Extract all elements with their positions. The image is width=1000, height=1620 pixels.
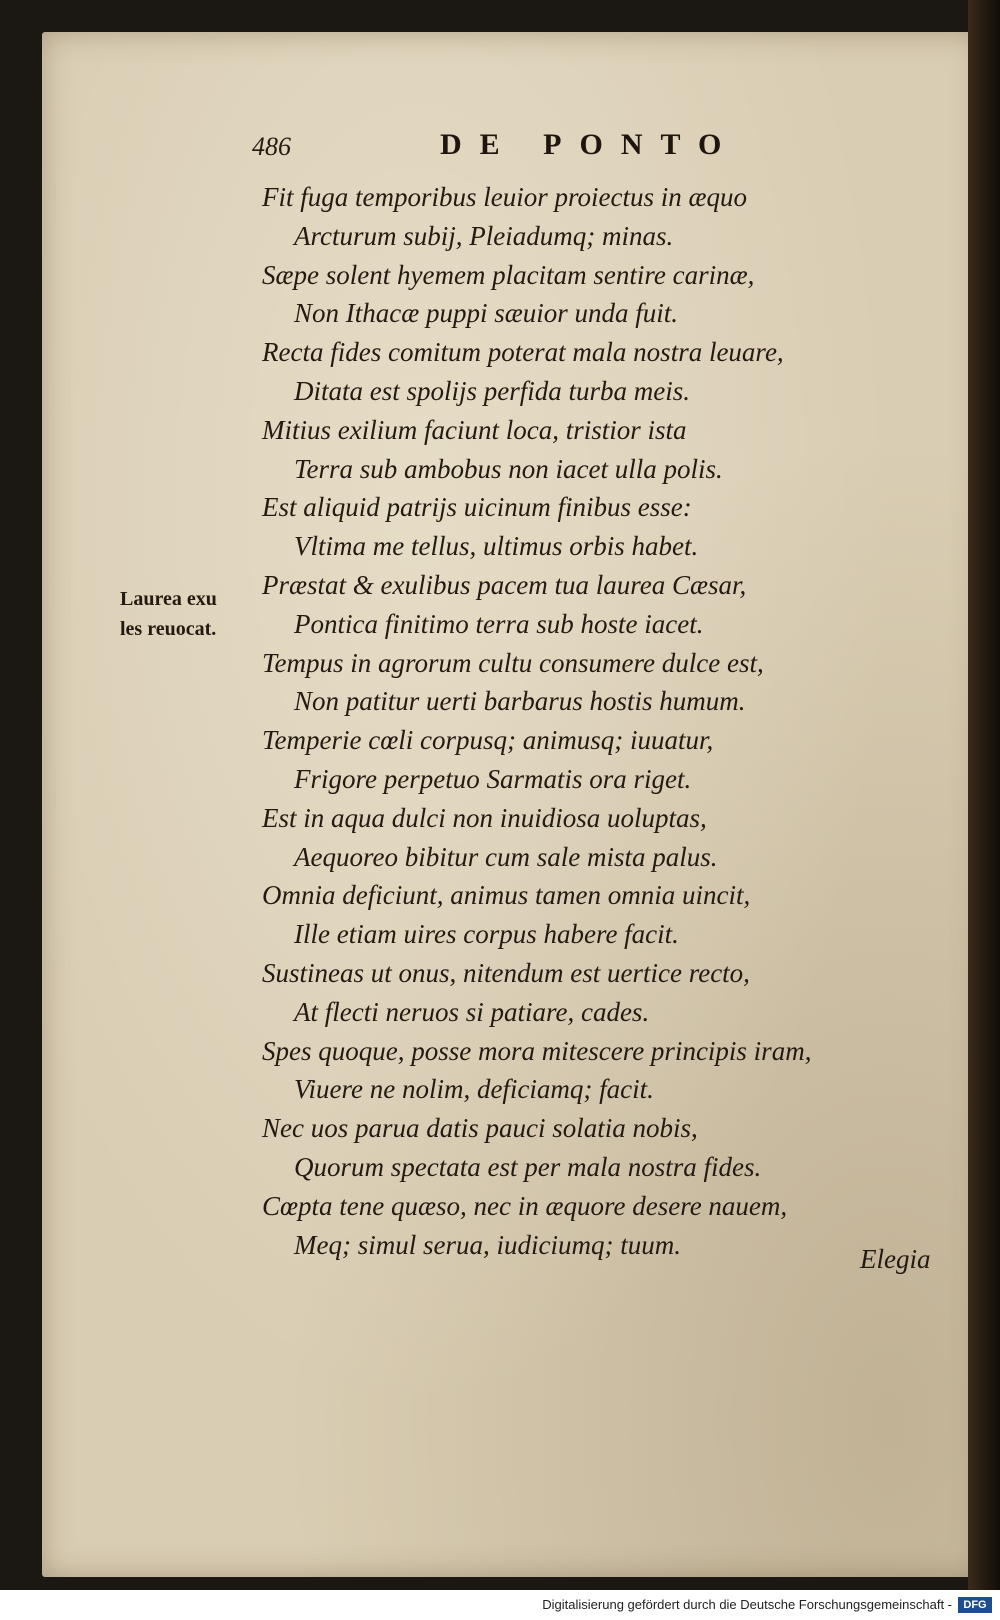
verse-line: Arcturum subij, Pleiadumq; minas. (294, 220, 674, 251)
verse-line: Tempus in agrorum cultu consumere dulce est, (262, 647, 764, 678)
page-header (240, 128, 780, 168)
book-spine (968, 0, 1000, 1620)
verse-line: Meq; simul serua, iudiciumq; tuum. (294, 1229, 681, 1260)
verse-text (262, 178, 862, 1264)
verse-line: Sæpe solent hyemem placitam sentire carinæ, (262, 259, 755, 290)
verse-line: Pontica finitimo terra sub hoste iacet. (294, 608, 704, 639)
verse-line: Est aliquid patrijs uicinum finibus esse: (262, 492, 692, 523)
verse-line: Spes quoque, posse mora mitescere principis iram, (262, 1035, 812, 1066)
margin-note-line: Laurea exu (120, 588, 217, 610)
verse-line: Mitius exilium faciunt loca, tristior ista (262, 414, 687, 445)
verse-line: Est in aqua dulci non inuidiosa uoluptas, (262, 802, 707, 833)
verse-line: Nec uos parua datis pauci solatia nobis, (262, 1113, 698, 1144)
verse-line: Temperie cœli corpusq; animusq; iuuatur, (262, 725, 714, 756)
footer-bar (0, 1590, 1000, 1620)
verse-line: Recta fides comitum poterat mala nostra leuare, (262, 337, 784, 368)
verse-line: Ille etiam uires corpus habere facit. (294, 919, 679, 950)
dfg-logo: DFG (958, 1597, 992, 1613)
margin-note (120, 584, 255, 644)
verse-line: Sustineas ut onus, nitendum est uertice recto, (262, 957, 750, 988)
verse-line: At flecti neruos si patiare, cades. (294, 996, 650, 1027)
margin-note-line: les reuocat. (120, 618, 217, 640)
verse-line: Aequoreo bibitur cum sale mista palus. (294, 841, 718, 872)
verse-line: Ditata est spolijs perfida turba meis. (294, 375, 691, 406)
footer-text: Digitalisierung gefördert durch die Deutsche Forschungsgemeinschaft - (542, 1597, 952, 1612)
verse-line: Fit fuga temporibus leuior proiectus in æquo (262, 182, 747, 212)
verse-line: Non Ithacæ puppi sæuior unda fuit. (294, 298, 679, 329)
verse-line: Non patitur uerti barbarus hostis humum. (294, 686, 746, 717)
verse-line: Viuere ne nolim, deficiamq; facit. (294, 1074, 654, 1105)
verse-line: Quorum spectata est per mala nostra fides. (294, 1151, 762, 1182)
verse-line: Omnia deficiunt, animus tamen omnia uincit, (262, 880, 751, 911)
verse-line: Terra sub ambobus non iacet ulla polis. (294, 453, 723, 484)
verse-line: Cœpta tene quæso, nec in æquore desere nauem, (262, 1190, 788, 1221)
verse-line: Præstat & exulibus pacem tua laurea Cæsar, (262, 569, 747, 600)
catchword: Elegia (860, 1244, 931, 1274)
page-number: 486 (252, 132, 291, 161)
verse-line: Vltima me tellus, ultimus orbis habet. (294, 531, 699, 562)
running-head: DE PONTO (440, 128, 740, 161)
verse-line: Frigore perpetuo Sarmatis ora riget. (294, 763, 692, 794)
